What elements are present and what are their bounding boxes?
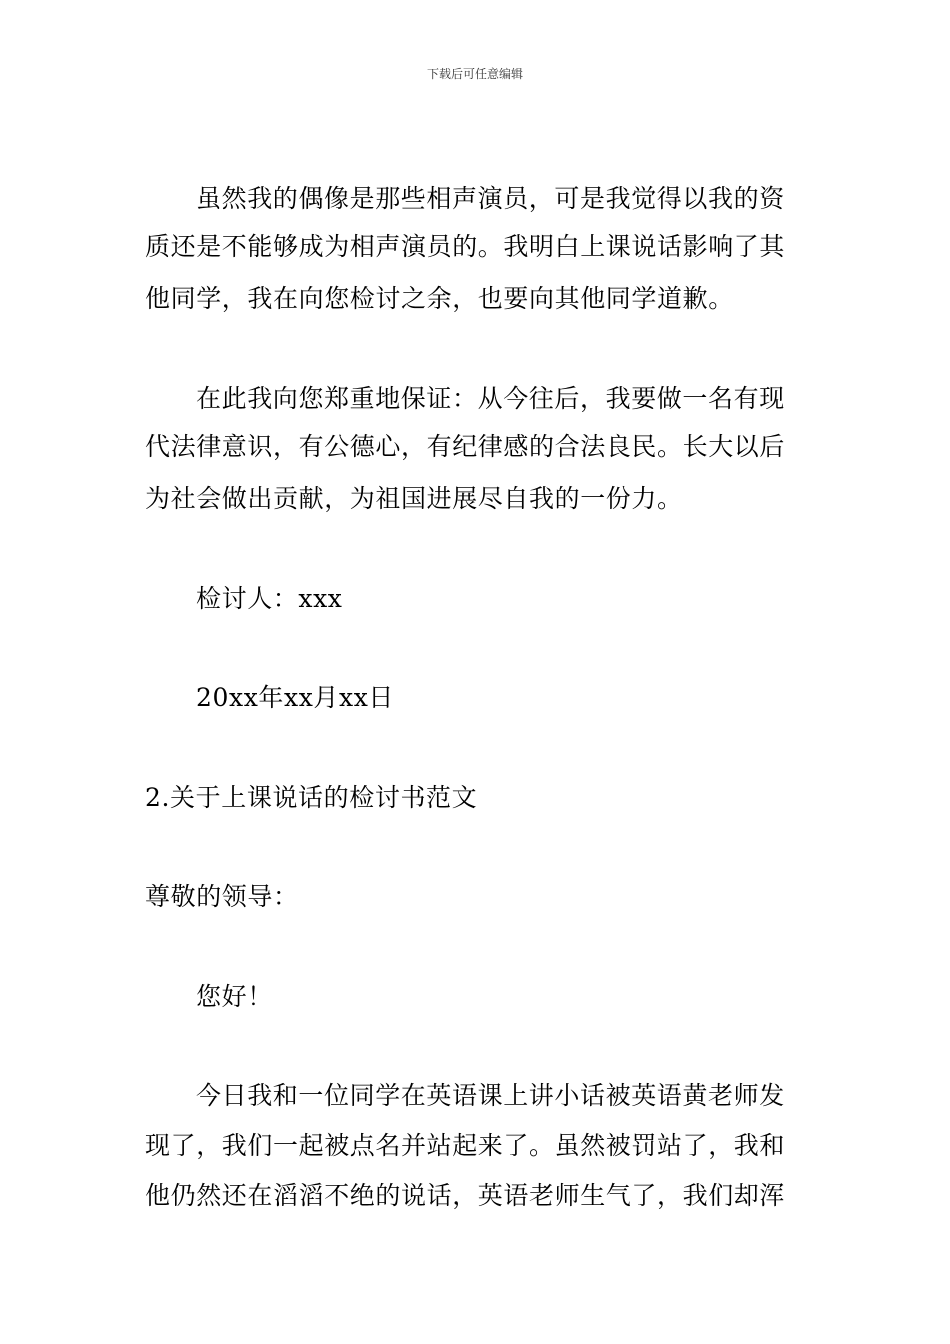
paragraph-line: 他同学，我在向您检讨之余，也要向其他同学道歉。 <box>145 284 734 313</box>
section-title: 2.关于上课说话的检讨书范文 <box>145 783 478 812</box>
greeting: 您好！ <box>196 982 273 1011</box>
signer-line: 检讨人：xxx <box>196 584 343 613</box>
date-line: 20xx年xx月xx日 <box>196 683 395 712</box>
page-header-note: 下载后可任意编辑 <box>426 67 523 81</box>
salutation: 尊敬的领导： <box>145 882 299 911</box>
paragraph-line: 他仍然还在滔滔不绝的说话，英语老师生气了，我们却浑 <box>145 1181 786 1210</box>
paragraph-line: 为社会做出贡献，为祖国进展尽自我的一份力。 <box>145 484 683 513</box>
paragraph-line: 今日我和一位同学在英语课上讲小话被英语黄老师发 <box>196 1081 785 1110</box>
paragraph-line: 虽然我的偶像是那些相声演员，可是我觉得以我的资 <box>196 184 785 213</box>
paragraph-line: 质还是不能够成为相声演员的。我明白上课说话影响了其 <box>145 232 786 261</box>
paragraph-line: 在此我向您郑重地保证：从今往后，我要做一名有现 <box>196 384 785 413</box>
paragraph-line: 代法律意识，有公德心，有纪律感的合法良民。长大以后 <box>145 432 786 461</box>
paragraph-line: 现了，我们一起被点名并站起来了。虽然被罚站了，我和 <box>145 1131 786 1160</box>
